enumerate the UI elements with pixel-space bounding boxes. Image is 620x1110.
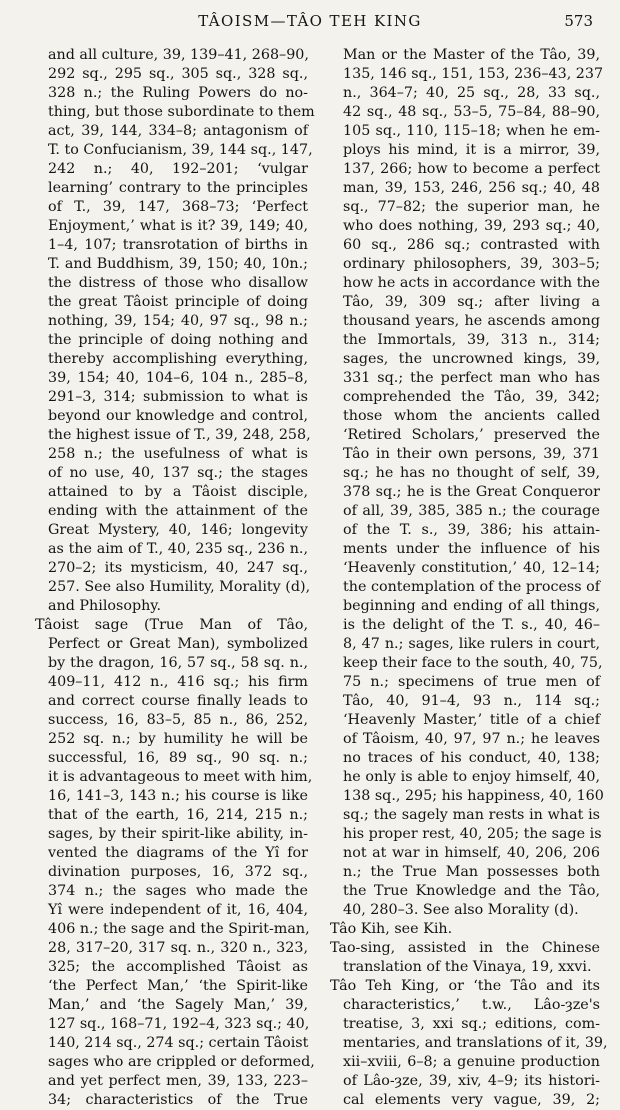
index-line: beyond our knowledge and control,	[48, 408, 308, 424]
index-line: thereby accomplishing everything,	[48, 351, 308, 367]
index-line: Yî were independent of it, 16, 404,	[48, 902, 308, 918]
index-line: T. to Confucianism, 39, 144 sq., 147,	[48, 142, 313, 158]
index-line: 292 sq., 295 sq., 305 sq., 328 sq.,	[48, 66, 308, 82]
index-line: Man or the Master of the Tâo, 39,	[343, 47, 600, 63]
index-line: his proper rest, 40, 205; the sage is	[343, 826, 602, 842]
index-line: Man,’ and ‘the Sagely Man,’ 39,	[48, 997, 308, 1013]
index-line: the Immortals, 39, 313 n., 314;	[343, 332, 600, 348]
index-line: mentaries, and translations of it, 39,	[343, 1035, 608, 1051]
index-line: 34; characteristics of the True	[48, 1092, 308, 1108]
page-number: 573	[564, 12, 593, 30]
index-line: that of the earth, 16, 214, 215 n.;	[48, 807, 308, 823]
index-line: act, 39, 144, 334–8; antagonism of	[48, 123, 308, 139]
index-line: n., 364–7; 40, 25 sq., 28, 33 sq.,	[343, 85, 600, 101]
index-line: Tâo Kih, see Kih.	[330, 921, 453, 937]
index-line: 39, 154; 40, 104–6, 104 n., 285–8,	[48, 370, 308, 386]
index-line: those whom the ancients called	[343, 408, 600, 424]
index-line: 258 n.; the usefulness of what is	[48, 446, 308, 462]
index-line: 378 sq.; he is the Great Conqueror	[343, 484, 600, 500]
index-line: successful, 16, 89 sq., 90 sq. n.;	[48, 750, 308, 766]
index-line: 138 sq., 295; his happiness, 40, 160	[343, 788, 604, 804]
index-line: of T., 39, 147, 368–73; ‘Perfect	[48, 199, 308, 215]
index-line: n.; the True Man possesses both	[343, 864, 600, 880]
index-line: sq.; the sagely man rests in what is	[343, 807, 600, 823]
index-line: ordinary philosophers, 39, 303–5;	[343, 256, 600, 272]
index-line: Tâo Teh King, or ‘the Tâo and its	[330, 978, 600, 994]
index-line: Tâoist sage (True Man of Tâo,	[35, 617, 308, 633]
index-line: of Tâoism, 40, 97, 97 n.; he leaves	[343, 731, 600, 747]
index-line: Enjoyment,’ what is it? 39, 149; 40,	[48, 218, 308, 234]
index-line: 137, 266; how to become a perfect	[343, 161, 600, 177]
index-line: sq., 77–82; the superior man, he	[343, 199, 600, 215]
index-line: thousand years, he ascends among	[343, 313, 600, 329]
index-line: 291–3, 314; submission to what is	[48, 389, 308, 405]
index-line: ‘Heavenly Master,’ title of a chief	[343, 712, 600, 728]
index-line: he only is able to enjoy himself, 40,	[343, 769, 600, 785]
index-line: and all culture, 39, 139–41, 268–90,	[48, 47, 309, 63]
index-line: 1–4, 107; transrotation of births in	[48, 237, 308, 253]
index-line: translation of the Vinaya, 19, xxvi.	[343, 959, 592, 975]
index-line: Tâo, 40, 91–4, 93 n., 114 sq.;	[343, 693, 600, 709]
index-line: 406 n.; the sage and the Spirit-man,	[48, 921, 310, 937]
index-line: comprehended the Tâo, 39, 342;	[343, 389, 600, 405]
index-line: the great Tâoist principle of doing	[48, 294, 308, 310]
index-line: of the T. s., 39, 386; his attain-	[343, 522, 600, 538]
index-line: Tâo, 39, 309 sq.; after living a	[343, 294, 600, 310]
index-line: Tao-sing, assisted in the Chinese	[330, 940, 600, 956]
index-line: and Philosophy.	[48, 598, 162, 614]
index-line: nothing, 39, 154; 40, 97 sq., 98 n.;	[48, 313, 308, 329]
index-line: beginning and ending of all things,	[343, 598, 600, 614]
index-line: ploys his mind, it is a mirror, 39,	[343, 142, 600, 158]
index-line: who does nothing, 39, 293 sq.; 40,	[343, 218, 600, 234]
index-line: not at war in himself, 40, 206, 206	[343, 845, 600, 861]
index-line: 325; the accomplished Tâoist as	[48, 959, 308, 975]
index-line: success, 16, 83–5, 85 n., 86, 252,	[48, 712, 308, 728]
index-line: 105 sq., 110, 115–18; when he em-	[343, 123, 600, 139]
index-line: 40, 280–3. See also Morality (d).	[343, 902, 579, 918]
index-line: sq.; he has no thought of self, 39,	[343, 465, 600, 481]
index-line: ending with the attainment of the	[48, 503, 308, 519]
index-line: 409–11, 412 n., 416 sq.; his firm	[48, 674, 308, 690]
index-line: as the aim of T., 40, 235 sq., 236 n.,	[48, 541, 308, 557]
index-line: characteristics,’ t.w., Lâo-ȝze's	[343, 997, 600, 1013]
index-column-left	[35, 46, 315, 1110]
index-line: 60 sq., 286 sq.; contrasted with	[343, 237, 600, 253]
index-line: sages who are crippled or deformed,	[48, 1054, 315, 1070]
index-line: 331 sq.; the perfect man who has	[343, 370, 600, 386]
index-line: of all, 39, 385, 385 n.; the courage	[343, 503, 600, 519]
index-line: attained to by a Tâoist disciple,	[48, 484, 308, 500]
index-line: ‘Heavenly constitution,’ 40, 12–14;	[343, 560, 600, 576]
index-line: the principle of doing nothing and	[48, 332, 308, 348]
index-line: the contemplation of the process of	[343, 579, 601, 595]
index-line: sages, by their spirit-like ability, in-	[48, 826, 308, 842]
index-line: it is advantageous to meet with him,	[48, 769, 313, 785]
index-line: treatise, 3, xxi sq.; editions, com-	[343, 1016, 600, 1032]
index-line: the True Knowledge and the Tâo,	[343, 883, 600, 899]
index-line: man, 39, 153, 246, 256 sq.; 40, 48	[343, 180, 600, 196]
index-line: 374 n.; the sages who made the	[48, 883, 308, 899]
index-line: 8, 47 n.; sages, like rulers in court,	[343, 636, 600, 652]
index-line: thing, but those subordinate to them	[48, 104, 315, 120]
index-line: Perfect or Great Man), symbolized	[48, 636, 308, 652]
index-line: 16, 141–3, 143 n.; his course is like	[48, 788, 308, 804]
index-line: Great Mystery, 40, 146; longevity	[48, 522, 308, 538]
index-line: the distress of those who disallow	[48, 275, 308, 291]
index-column-right	[330, 46, 608, 1110]
index-line: 75 n.; specimens of true men of	[343, 674, 600, 690]
index-line: no traces of his conduct, 40, 138;	[343, 750, 600, 766]
index-line: Tâo in their own persons, 39, 371	[343, 446, 600, 462]
index-line: 127 sq., 168–71, 192–4, 323 sq.; 40,	[48, 1016, 310, 1032]
index-line: sages, the uncrowned kings, 39,	[343, 351, 600, 367]
index-line: learning’ contrary to the principles	[48, 180, 308, 196]
index-line: 328 n.; the Ruling Powers do no-	[48, 85, 308, 101]
index-line: and yet perfect men, 39, 133, 223–	[48, 1073, 308, 1089]
index-line: by the dragon, 16, 57 sq., 58 sq. n.,	[48, 655, 308, 671]
index-line: vented the diagrams of the Yî for	[48, 845, 308, 861]
index-line: T. and Buddhism, 39, 150; 40, 10n.;	[48, 256, 308, 272]
index-line: keep their face to the south, 40, 75,	[343, 655, 603, 671]
index-line: ‘the Perfect Man,’ ‘the Spirit-like	[48, 978, 308, 994]
running-title: TÂOISM—TÂO TEH KING	[198, 12, 422, 30]
index-line: cal elements very vague, 39, 2;	[343, 1092, 600, 1108]
index-line: 252 sq. n.; by humility he will be	[48, 731, 308, 747]
index-line: 140, 214 sq., 274 sq.; certain Tâoist	[48, 1035, 309, 1051]
index-line: and correct course finally leads to	[48, 693, 308, 709]
index-line: 135, 146 sq., 151, 153, 236–43, 237	[343, 66, 604, 82]
index-line: xii–xviii, 6–8; a genuine production	[343, 1054, 600, 1070]
index-line: ments under the influence of his	[343, 541, 600, 557]
index-line: how he acts in accordance with the	[343, 275, 600, 291]
index-line: ‘Retired Scholars,’ preserved the	[343, 427, 600, 443]
index-line: 242 n.; 40, 192–201; ‘vulgar	[48, 161, 308, 177]
index-line: is the delight of the T. s., 40, 46–	[343, 617, 600, 633]
index-line: 42 sq., 48 sq., 53–5, 75–84, 88–90,	[343, 104, 600, 120]
index-line: the highest issue of T., 39, 248, 258,	[48, 427, 311, 443]
index-line: 257. See also Humility, Morality (d),	[48, 579, 311, 595]
index-line: 28, 317–20, 317 sq. n., 320 n., 323,	[48, 940, 308, 956]
index-line: 270–2; its mysticism, 40, 247 sq.,	[48, 560, 308, 576]
index-line: of no use, 40, 137 sq.; the stages	[48, 465, 308, 481]
index-line: divination purposes, 16, 372 sq.,	[48, 864, 308, 880]
index-line: of Lâo-ȝze, 39, xiv, 4–9; its histori-	[343, 1073, 600, 1089]
